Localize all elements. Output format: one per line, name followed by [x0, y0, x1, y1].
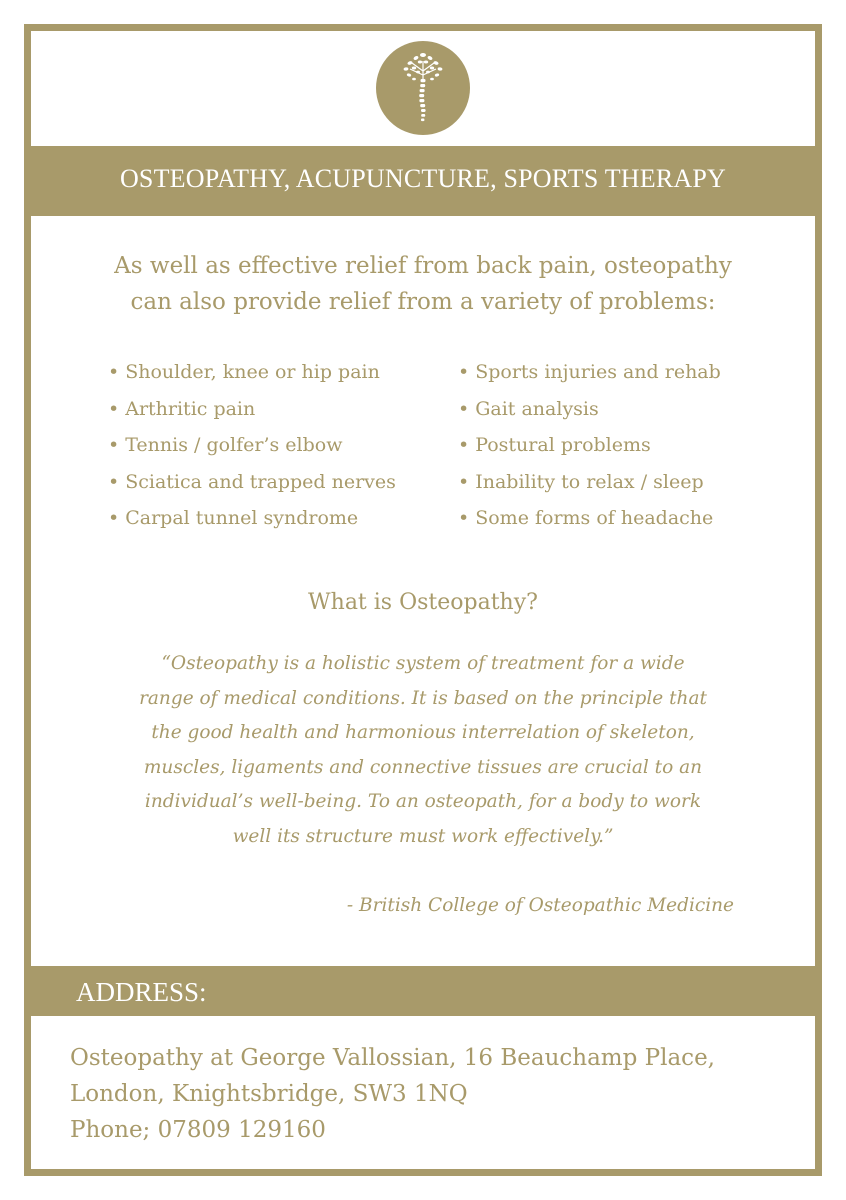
phone-number: Phone; 07809 129160	[70, 1117, 326, 1143]
quote-source: - British College of Osteopathic Medicine	[346, 895, 734, 916]
condition-label: Shoulder, knee or hip pain	[125, 361, 380, 383]
condition-label: Tennis / golfer’s elbow	[125, 434, 343, 456]
list-item	[108, 500, 396, 537]
quote-line: range of medical conditions. It is based on the principle that	[139, 687, 707, 709]
tree-spine-icon	[376, 41, 470, 135]
intro-text	[60, 248, 786, 320]
address-line-2: London, Knightsbridge, SW3 1NQ	[70, 1081, 468, 1107]
bullet-icon: •	[458, 397, 470, 420]
condition-label: Carpal tunnel syndrome	[125, 507, 359, 529]
bullet-icon: •	[108, 507, 120, 529]
address-title: ADDRESS:	[76, 977, 207, 1007]
conditions-list-right	[458, 354, 721, 537]
condition-label: Inability to relax / sleep	[475, 470, 704, 493]
address-line-1: Osteopathy at George Vallossian, 16 Beauchamp Place,	[70, 1045, 715, 1071]
condition-label: Arthritic pain	[125, 397, 256, 420]
list-item	[458, 354, 721, 391]
osteopathy-quote	[90, 647, 756, 854]
condition-label: Some forms of headache	[475, 507, 714, 529]
quote-line: individual’s well-being. To an osteopath, for a body to work	[144, 791, 702, 812]
intro-line-2: can also provide relief from a variety of problems:	[130, 289, 716, 315]
list-item	[458, 500, 721, 537]
header-band	[24, 146, 822, 216]
services-title: OSTEOPATHY, ACUPUNCTURE, SPORTS THERAPY	[119, 164, 727, 193]
condition-label: Sciatica and trapped nerves	[125, 470, 396, 493]
list-item	[108, 391, 396, 428]
bullet-icon: •	[108, 434, 120, 456]
list-item	[108, 354, 396, 391]
what-is-heading: What is Osteopathy?	[308, 590, 538, 615]
condition-label: Postural problems	[475, 434, 651, 456]
quote-line: the good health and harmonious interrelation of skeleton,	[151, 722, 695, 743]
bullet-icon: •	[458, 434, 470, 456]
list-item	[458, 391, 721, 428]
bullet-icon: •	[458, 470, 470, 493]
condition-label: Sports injuries and rehab	[475, 361, 721, 383]
bullet-icon: •	[458, 361, 470, 383]
list-item	[108, 427, 396, 464]
list-item	[458, 427, 721, 464]
bullet-icon: •	[108, 470, 120, 493]
list-item	[108, 464, 396, 501]
bullet-icon: •	[108, 397, 120, 420]
quote-line: muscles, ligaments and connective tissues are crucial to an	[143, 756, 703, 778]
condition-label: Gait analysis	[475, 397, 599, 420]
intro-line-1: As well as effective relief from back pain, osteopathy	[114, 253, 732, 279]
quote-line: well its structure must work effectively.”	[232, 825, 614, 847]
bullet-icon: •	[108, 361, 120, 383]
address-block	[70, 1040, 715, 1148]
bullet-icon: •	[458, 507, 470, 529]
conditions-list-left	[108, 354, 396, 537]
address-band	[24, 966, 822, 1016]
quote-line: “Osteopathy is a holistic system of treatment for a wide	[161, 653, 685, 674]
list-item	[458, 464, 721, 501]
